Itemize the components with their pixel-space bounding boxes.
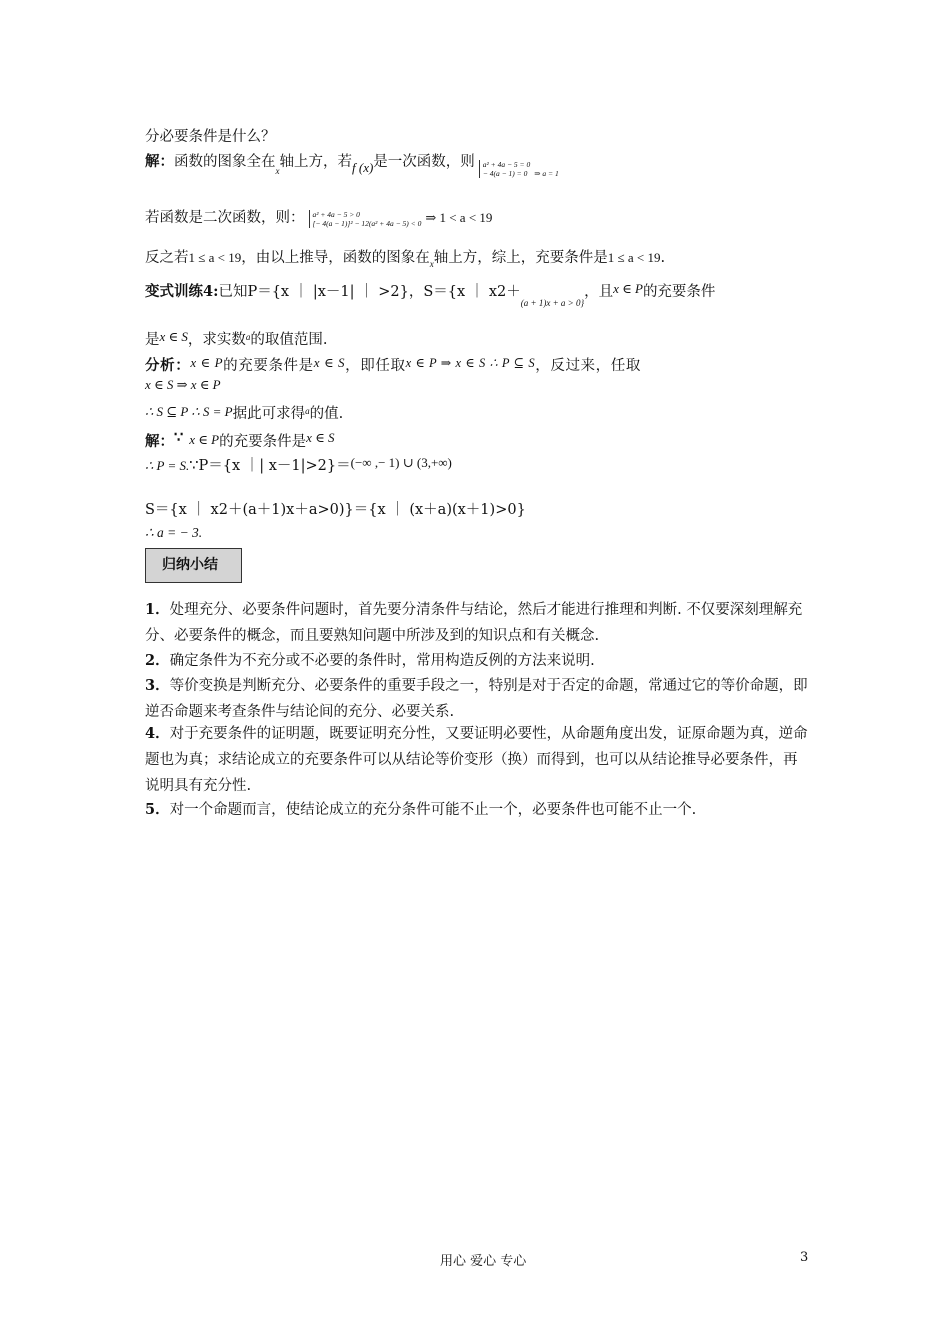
text: ∵P＝{x ｜| x－1|>2}＝ (189, 458, 351, 474)
equation-system-1 (479, 160, 530, 178)
exercise-4-line-1 (145, 279, 715, 308)
item-number: 4． (145, 725, 170, 742)
text: 的充要条件是 (223, 358, 314, 374)
math-expression: x ∈ P (189, 432, 220, 447)
equation: a² + 4a − 5 = 0 (482, 160, 531, 169)
math-expression: x ∈ S (306, 430, 335, 445)
text: ，反过来，任取 (535, 358, 641, 374)
since-symbol: ∵ (174, 429, 184, 446)
text: 的充要条件是 (219, 434, 307, 450)
summary-item-1 (145, 597, 810, 649)
item-number: 3． (145, 677, 170, 694)
math-x: x (429, 259, 434, 269)
item-number: 2． (145, 652, 170, 669)
text: 的充要条件 (642, 284, 716, 300)
item-text: 对一个命题而言，使结论成立的充分条件可能不止一个，必要条件也可能不止一个. (169, 802, 697, 818)
analysis-line-1 (145, 353, 810, 376)
math-a: a (245, 332, 251, 342)
analysis-line-2 (145, 375, 221, 395)
math-expression: x ∈ P ⇒ x ∈ S ∴ P ⊆ S (405, 356, 536, 370)
math-expression: x ∈ S (159, 329, 188, 344)
math-fx: f (x) (352, 160, 374, 175)
exercise-label: 变式训练4: (145, 283, 219, 300)
text: ，由以上推导，函数的图象在 (241, 250, 430, 266)
equation: − 4(a − 1) = 0 (482, 169, 528, 178)
text: S＝{x ｜ x2＋(a＋1)x＋a>0)}＝{x ｜ (x＋a)(x＋1)>0} (145, 502, 526, 518)
text: 据此可求得 (232, 406, 306, 422)
page-number: 3 (800, 1250, 809, 1265)
math-expression: x ∈ P (613, 281, 643, 296)
text: ，即任取 (345, 358, 406, 374)
equation-system-2 (309, 210, 422, 228)
math-result: ⇒ a = 1 (534, 169, 559, 178)
text: 的取值范围. (250, 332, 328, 348)
solution-line-1 (145, 152, 559, 178)
exercise-4-line-2 (145, 327, 328, 350)
footer-slogan: 用心 爱心 专心 (440, 1254, 527, 1269)
intro-text: 分必要条件是什么？ (145, 129, 276, 145)
solution-line-3 (145, 248, 665, 269)
math-interval: (−∞ ,− 1) ∪ (3,+∞) (350, 455, 452, 470)
text: 若函数是二次函数，则： (145, 210, 305, 226)
analysis-line-3 (145, 402, 343, 424)
solution-label: 解： (145, 153, 174, 170)
item-text: 确定条件为不充分或不必要的条件时，常用构造反例的方法来说明. (169, 653, 595, 669)
math-expression: ∴ S ⊆ P ∴ S = P (145, 404, 233, 419)
text: . (660, 250, 666, 266)
text: 是 (145, 332, 160, 348)
item-text: 处理充分、必要条件问题时，首先要分清条件与结论，然后才能进行推理和判断. 不仅要深刻理解充分、必要条件的概念，而且要熟知问题中所涉及到的知识点和有关概念. (145, 602, 803, 644)
text: 是一次函数，则 (373, 154, 475, 170)
math-result: ⇒ 1 < a < 19 (425, 210, 493, 225)
math-inequality: 1 ≤ a < 19 (607, 250, 661, 265)
text: 轴上方，综上，充要条件是 (433, 250, 608, 266)
math-inequality: 1 ≤ a < 19 (188, 250, 242, 265)
math-x: x (275, 166, 280, 176)
equation: a² + 4a − 5 > 0 (312, 210, 360, 219)
math-expression: x ∈ P (190, 355, 224, 370)
text: 函数的图象全在 (174, 154, 276, 170)
text: ，求实数 (187, 332, 246, 348)
intro-line (145, 127, 276, 147)
item-number: 1． (145, 601, 170, 618)
solution-line-4 (145, 428, 334, 452)
solution-label: 解： (145, 433, 174, 450)
item-text: 等价变换是判断充分、必要条件的重要手段之一，特别是对于否定的命题，常通过它的等价命题，即逆否命题来考查条件与结论间的充分、必要关系. (145, 678, 808, 720)
text: 轴上方，若 (279, 154, 352, 170)
text: 的值. (309, 406, 344, 422)
math-expression: ∴ a = − 3. (145, 525, 203, 540)
math-a: a (305, 406, 310, 416)
analysis-label: 分析： (145, 357, 191, 374)
solution-line-7 (145, 523, 202, 543)
summary-item-4 (145, 721, 810, 799)
math-expression: x ∈ S (313, 355, 346, 370)
text: 已知P＝{x ｜ |x－1| ｜ >2}，S＝{x ｜ x2＋ (218, 284, 521, 300)
equation: [− 4(a − 1)]² − 12(a² + 4a − 5) < 0 (312, 219, 422, 228)
solution-line-6 (145, 500, 526, 520)
text: ，且 (584, 284, 614, 300)
math-expression: ∴ P = S. (145, 458, 190, 473)
summary-item-3 (145, 673, 810, 725)
math-expression: x ∈ S ⇒ x ∈ P (145, 377, 221, 392)
item-text: 对于充要条件的证明题，既要证明充分性，又要证明必要性，从命题角度出发，证原命题为真，逆命题也为真；求结论成立的充要条件可以从结论等价变形（换）而得到，也可以从结论推导必要条件，再说明具有充分性. (145, 726, 808, 794)
math-expression: (a + 1)x + a > 0} (520, 298, 585, 308)
summary-item-5 (145, 797, 810, 823)
summary-title: 归纳小结 (162, 557, 218, 573)
summary-item-2 (145, 648, 810, 674)
solution-line-5 (145, 453, 452, 476)
solution-line-2 (145, 208, 492, 228)
summary-heading-box (145, 548, 242, 583)
text: 反之若 (145, 250, 189, 266)
item-number: 5． (145, 801, 170, 818)
